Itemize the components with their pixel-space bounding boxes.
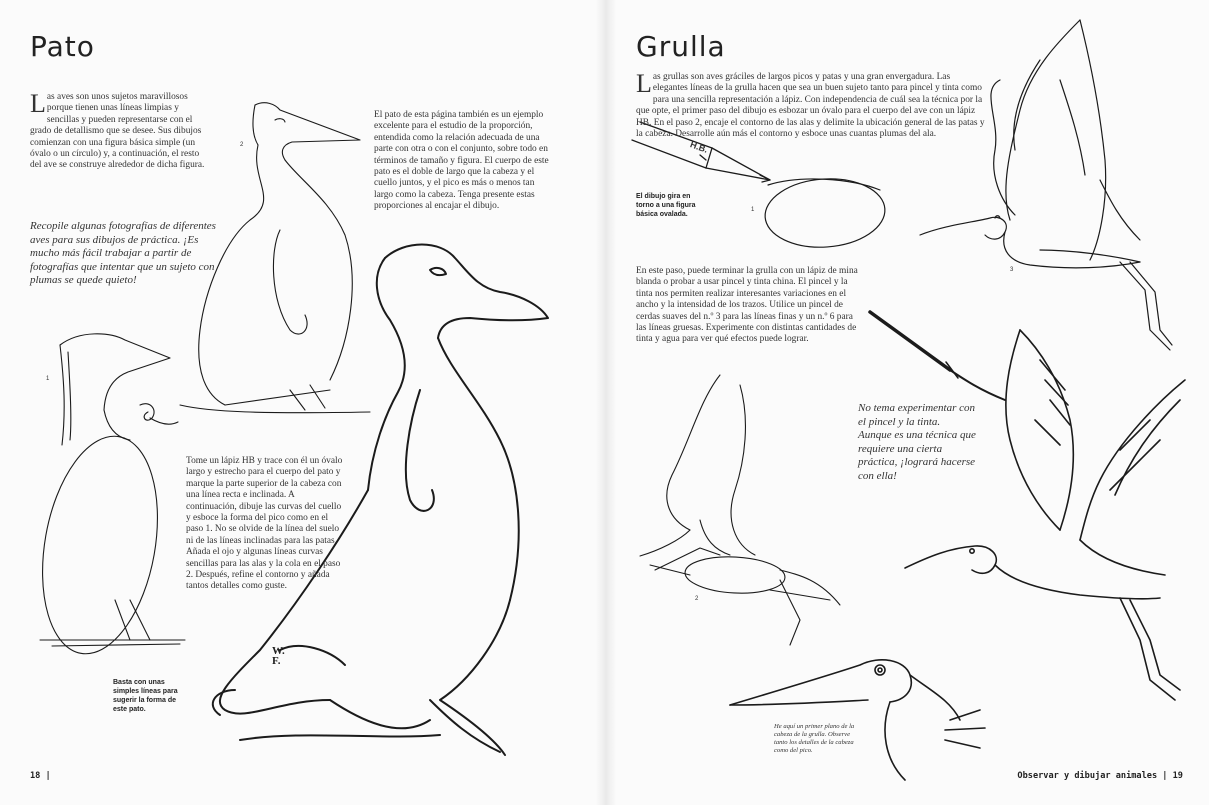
grulla-head-caption: He aquí un primer plano de la cabeza de la grulla. Observe tanto los detalles de la cabeza como del pico. [774,723,855,754]
dropcap: L [636,69,652,98]
pato-step2-number: 2 [240,142,244,148]
grulla-step3-number: 3 [1010,267,1014,273]
grulla-oval-caption: El dibujo gira en torno a una figura básica ovalada. [636,193,696,218]
pato-proportion-paragraph: El pato de esta página también es un ejemplo excelente para el estudio de la proporción, entendida como la relación adecuada de una parte con otra o con el conjunto, sobre todo en términos de tamaño y figura. El cuerpo de este pato es el doble de largo que la cabeza y el cuello juntos, y el pico es más o menos tan largo como la cabeza. Tenga presente estas proporciones al encajar el dibujo. [374,110,549,212]
crane-ink-drawing [905,330,1185,700]
brush-illustration [870,312,1005,400]
grulla-step2-number: 2 [695,596,699,602]
page-number-right: Observar y dibujar animales | 19 [1017,771,1183,781]
dropcap: L [30,89,46,118]
artist-signature: W.F. [272,645,285,667]
crane-step2-sketch [640,375,840,645]
grulla-step1-number: 1 [751,207,755,213]
pato-step1-number: 1 [46,376,50,382]
pato-intro-text: as aves son unos sujetos maravillosos porque tienen unas líneas limpias y sencillas y pueden representarse con el grado de detallismo que se desee. Sus dibujos comienzan con una figura básica simple (un óvalo o un círculo) y, a continuación, el resto del ave se construye alrededor de dicha figura. [30,92,205,171]
pato-tip-italic: Recopile algunas fotografías de diferentes aves para sus dibujos de práctica. ¡Es mucho más fácil trabajar a partir de fotografías que intentar que un sujeto con plumas se quede quieto! [30,220,216,286]
pato-intro-paragraph [30,89,210,172]
crane-step1-oval [763,175,887,251]
grulla-intro-text: as grullas son aves gráciles de largos picos y patas y una gran envergadura. Las elegantes líneas de la grulla hacen que sea un buen sujeto tanto para pincel y tinta como para una sencilla representación a lápiz. Con independencia de cuál sea la técnica por la que opte, el primer paso del dibujo es esbozar un óvalo para el cuerpo del ave con un lápiz HB. En el paso 2, encaje el contorno de las alas y delimite la ubicación general de las patas y la cabeza. Desarrolle aún más el contorno y esboce unas cuantas plumas del ala. [636,72,985,140]
pato-steps-paragraph: Tome un lápiz HB y trace con él un óvalo largo y estrecho para el cuerpo del pato y marque la parte superior de la cabeza con una línea recta e inclinada. A continuación, dibuje las curvas del cuello y esboce la forma del pico como en el paso 1. No se olvide de la línea del suelo ni de las líneas inclinadas para las patas. Añada el ojo y algunas líneas curvas sencillas para las alas y la cola en el paso 2. Después, refine el contorno y añada tantos detalles como guste. [186,456,343,592]
duck-step1-sketch [27,334,185,663]
pato-caption: Basta con unas simples líneas para sugerir la forma de este pato. [113,679,178,713]
grulla-tip-italic: No tema experimentar con el pincel y la tinta. Aunque es una técnica que requiere una cierta práctica, ¡logrará hacerse con ella! [858,402,976,482]
grulla-intro-paragraph [636,69,986,140]
grulla-ink-paragraph: En este paso, puede terminar la grulla con un lápiz de mina blanda o probar a usar pincel y tinta china. El pincel y la tinta nos permiten realizar interesantes variaciones en el ancho y la intensidad de los trazos. Utilice un pincel de cerdas suaves del n.º 3 para las líneas finas y un n.º 6 para las líneas gruesas. Experimente con distintas cantidades de tinta y agua para ver qué efectos puede lograr. [636,266,858,345]
page-title-pato: Pato [30,30,95,63]
page-title-grulla: Grulla [636,30,726,63]
crane-step3-drawing [920,20,1172,350]
pencil-hb-label: H.B. [688,139,710,155]
page-number-left: 18 | [30,771,51,781]
crane-head-closeup [730,660,985,780]
